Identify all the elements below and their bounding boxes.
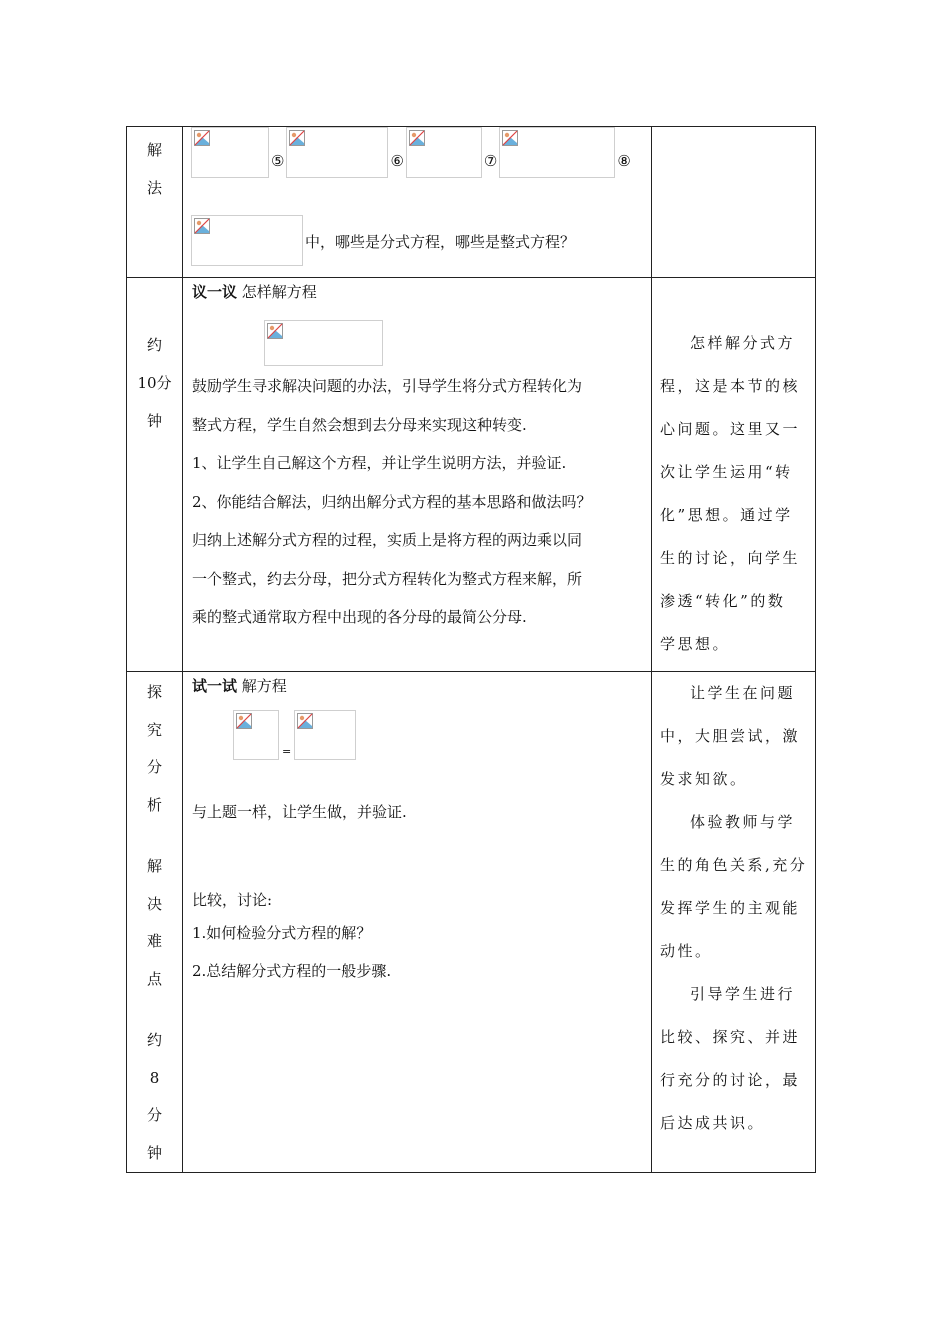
section-label-char: 钟 (146, 412, 162, 430)
note-line: 后达成共识。 (660, 1114, 766, 1132)
broken-image-icon (236, 713, 252, 729)
section-label-char: 分 (146, 1106, 162, 1124)
equation-image (294, 710, 356, 760)
circled-number: ⑥ (390, 152, 404, 170)
paragraph-line: 1、让学生自己解这个方程，并让学生说明方法，并验证. (192, 454, 567, 472)
note-line: 渗透“转化”的数 (660, 592, 786, 610)
section-label-char: 约 (146, 1031, 162, 1049)
discussion-question: 2.总结解分式方程的一般步骤. (192, 962, 392, 980)
note-line: 发求知欲。 (660, 770, 748, 788)
section-label-char: 解 (146, 857, 162, 875)
note-line: 中，大胆尝试，激 (660, 727, 801, 745)
section-label-cell (127, 278, 183, 672)
section-label-char: 分 (146, 758, 162, 776)
note-line: 次让学生运用“转 (660, 463, 793, 481)
paragraph-line: 乘的整式通常取方程中出现的各分母的最简公分母. (192, 608, 527, 626)
section-label-char: 决 (146, 894, 162, 913)
note-line: 化”思想。通过学 (660, 506, 793, 524)
broken-image-icon (267, 323, 283, 339)
discussion-question: 1.如何检验分式方程的解？ (192, 924, 372, 942)
paragraph-line: 一个整式，约去分母，把分式方程转化为整式方程来解，所 (192, 569, 583, 588)
notes-cell (652, 127, 816, 278)
paragraph-line: 整式方程，学生自然会想到去分母来实现这种转变. (192, 415, 527, 434)
note-line: 让学生在问题 (690, 684, 796, 702)
activity-heading: 议一议 (192, 283, 238, 301)
question-text: 中，哪些是分式方程，哪些是整式方程？ (305, 233, 576, 251)
table-row (127, 127, 816, 278)
table-row (127, 672, 816, 1173)
section-label-char: 探 (146, 683, 162, 701)
section-label-cell (127, 127, 183, 278)
circled-number: ⑧ (617, 152, 631, 170)
section-label-char: 解 (146, 141, 162, 159)
activity-heading: 试一试 (192, 677, 238, 695)
broken-image-icon (194, 218, 210, 234)
paragraph-line: 2、你能结合解法，归纳出解分式方程的基本思路和做法吗？ (192, 492, 592, 511)
section-label-char: 析 (146, 795, 162, 814)
circled-number: ⑦ (483, 152, 498, 170)
paragraph-line: 归纳上述解分式方程的过程，实质上是将方程的两边乘以同 (192, 531, 583, 549)
equation-image (286, 127, 388, 178)
note-line: 行充分的讨论，最 (660, 1071, 801, 1089)
circled-number: ⑤ (271, 152, 285, 170)
section-label-char: 钟 (146, 1143, 162, 1162)
note-line: 引导学生进行 (690, 985, 796, 1003)
equation-image (191, 215, 303, 266)
equation-image (191, 127, 269, 178)
paragraph-line: 鼓励学生寻求解决问题的办法，引导学生将分式方程转化为 (192, 377, 583, 395)
note-line: 学思想。 (660, 635, 731, 653)
section-label-char: 8 (149, 1068, 160, 1087)
section-label-char: 法 (146, 179, 162, 197)
note-line: 怎样解分式方 (690, 334, 796, 352)
content-cell (183, 127, 652, 278)
equals-sign: = (282, 745, 292, 758)
activity-subtitle: 怎样解方程 (241, 283, 317, 301)
equation-image (233, 710, 279, 760)
note-line: 心问题。这里又一 (660, 420, 801, 438)
section-label-char: 难 (146, 932, 162, 950)
instruction-text: 与上题一样，让学生做，并验证. (192, 803, 407, 821)
equation-image (406, 127, 482, 178)
note-line: 体验教师与学 (690, 813, 796, 831)
section-label-char: 约 (146, 336, 162, 354)
note-line: 生的角色关系,充分 (660, 856, 808, 874)
activity-subtitle: 解方程 (241, 677, 287, 695)
notes-cell (652, 278, 816, 672)
broken-image-icon (502, 130, 518, 146)
section-label-cell (127, 672, 183, 1173)
equation-image (499, 127, 615, 178)
note-line: 发挥学生的主观能 (660, 899, 801, 917)
broken-image-icon (289, 130, 305, 146)
note-line: 比较、探究、并进 (660, 1028, 801, 1046)
note-line: 程，这是本节的核 (660, 377, 801, 395)
discussion-heading: 比较，讨论: (192, 891, 273, 909)
section-label-char: 究 (146, 720, 162, 739)
broken-image-icon (409, 130, 425, 146)
notes-cell (652, 672, 816, 1173)
broken-image-icon (194, 130, 210, 146)
content-cell (183, 278, 652, 672)
section-label-char: 10分 (137, 374, 172, 392)
note-line: 动性。 (660, 942, 713, 960)
broken-image-icon (297, 713, 313, 729)
section-label-char: 点 (146, 969, 162, 988)
lesson-plan-table (126, 126, 816, 1173)
note-line: 生的讨论，向学生 (660, 549, 801, 567)
table-row (127, 278, 816, 672)
content-cell (183, 672, 652, 1173)
equation-image (264, 320, 383, 366)
